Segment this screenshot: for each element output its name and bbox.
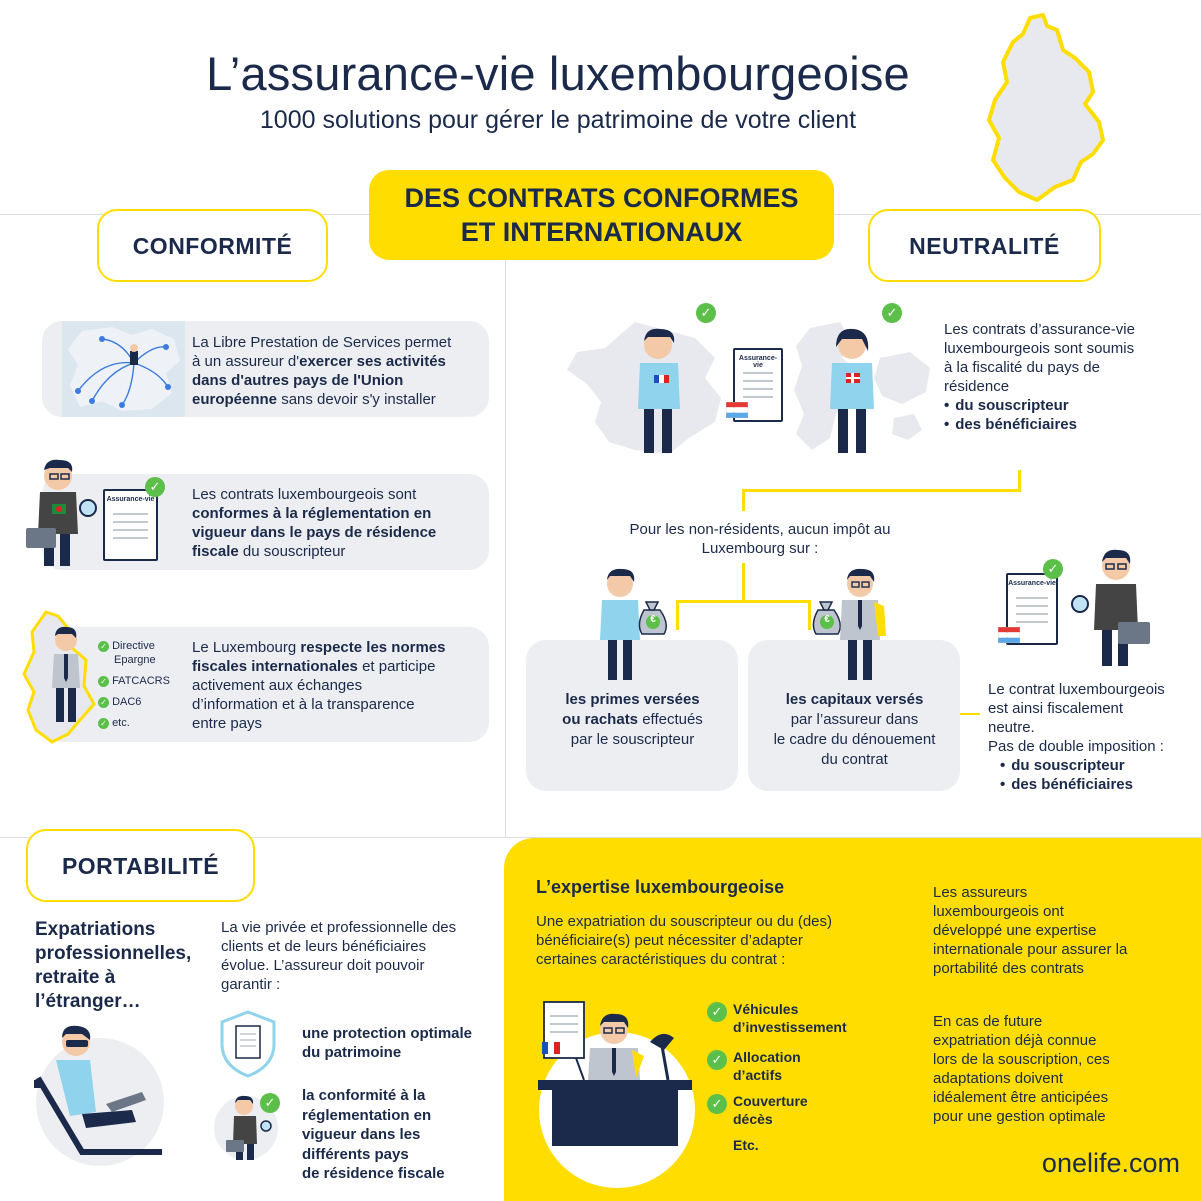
expertise-intro-text: Une expatriation du souscripteur ou du (des) bénéficiaire(s) peut nécessiter d’adapter certaines caractéristiques du contrat : [536,913,833,968]
connector-line [1018,470,1021,491]
connector-line [742,489,745,511]
check-icon: ✓ [882,303,902,323]
checklist: ✓ Directive Epargne ✓ FATCACRS ✓ DAC6 ✓ etc. [98,639,193,730]
relaxing-man-on-deckchair-icon [22,1020,167,1170]
french-person-icon [636,325,690,455]
portabilite-intro-text: La vie privée et professionnelle des clients et de leurs bénéficiaires évolue. L’assureur doit pouvoir garantir : [221,919,457,993]
expertise-right-text-1: Les assureurs luxembourgeois ont développé une expertise internationale pour assurer la portabilité des contrats [933,884,1128,977]
check-icon: ✓ [696,303,716,323]
check-icon: ✓ [707,1094,727,1114]
expertise-right-text-2: En cas de future expatriation déjà connue lors de la souscription, ces adaptations doivent idéalement être anticipées pour une gestion optimale [933,1013,1110,1125]
neutral-contract-text: Le contrat luxembourgeois est ainsi fiscalement neutre. Pas de double imposition : • du souscripteur • des bénéficiaires [988,680,1198,794]
section-heading-neutralite: NEUTRALITÉ [868,209,1101,282]
luxembourg-map-icon [985,12,1115,207]
check-icon: ✓ [98,676,109,687]
luxembourg-man-icon [18,608,98,748]
check-icon: ✓ [707,1050,727,1070]
contract-document-icon: Assurance-vie [103,489,158,561]
check-icon: ✓ [145,477,165,497]
person-with-money-bag-icon [598,566,670,682]
section-heading-portabilite: PORTABILITÉ [26,829,255,902]
check-icon: ✓ [98,697,109,708]
page-subtitle: 1000 solutions pour gérer le patrimoine de votre client [259,106,857,134]
list-item: ✓ Couverture décès [707,1092,867,1128]
banner-line-2: ET INTERNATIONAUX [460,217,743,247]
list-item: ✓ Véhicules d’investissement [707,1000,867,1036]
check-icon: ✓ [1043,559,1063,579]
section-heading-conformite: CONFORMITÉ [97,209,328,282]
expertise-heading: L’expertise luxembourgeoise [536,877,785,897]
check-icon: ✓ [98,718,109,729]
connector-line [676,600,810,603]
europe-map-icon [62,321,185,417]
portabilite-tagline: Expatriations professionnelles, retraite à l’étranger… [35,919,192,1012]
businessman-with-briefcase-icon [22,456,104,568]
card-conformite-reglementation-text: Les contrats luxembourgeois sont conformes à la réglementation en vigueur dans le pays de résidence fiscale du souscripteur [192,486,437,560]
expertise-list: ✓ Véhicules d’investissement ✓ Allocation d’actifs ✓ Couverture décès Etc. [707,1000,867,1154]
protection-item-text: une protection optimale du patrimoine [302,1025,473,1061]
euro-symbol: € [824,614,830,625]
check-icon: ✓ [707,1002,727,1022]
check-icon: ✓ [98,641,109,652]
card-primes-versees-text: les primes versées ou rachats effectués par le souscripteur [562,691,703,748]
compliance-item-text: la conformité à la réglementation en vigueur dans les différents pays de résidence fiscale [302,1087,445,1182]
connector-line [960,713,980,715]
luxembourg-flag-icon [726,402,748,418]
check-icon: ✓ [260,1093,280,1113]
card-libre-prestation-text: La Libre Prestation de Services permet à un assureur d'exercer ses activités dans d'autres pays de l'Union européenne sans devoir s'y installer [192,334,452,408]
luxembourg-flag-icon [998,627,1020,643]
main-banner [369,170,834,260]
contract-document-icon: Assurance-vie [733,348,783,422]
neutral-bullets: • du souscripteur • des bénéficiaires [988,756,1198,794]
businessman-with-magnifier-icon [1070,546,1160,670]
non-residents-text: Pour les non-résidents, aucun impôt au Luxembourg sur : [629,521,891,557]
danish-person-icon [826,325,880,455]
connector-line [808,600,811,630]
card-capitaux-verses-text: les capitaux versés par l’assureur dans le cadre du dénouement du contrat [773,691,936,768]
connector-line [676,600,679,630]
neutralite-intro-text: Les contrats d’assurance-vie luxembourgeois sont soumis à la fiscalité du pays de résidence • du souscripteur • des bénéficiaires [944,320,1184,434]
card-normes-fiscales-text: Le Luxembourg respecte les normes fiscales internationales et participe activement aux échanges d’information et à la transparence entre pays [192,639,446,732]
connector-line [742,563,745,601]
protection-shield-icon [218,1010,278,1078]
divider-middle [505,260,506,838]
contract-document-icon: Assurance-vie [1006,573,1058,645]
website-link[interactable]: onelife.com [1041,1148,1180,1178]
banner-line-1: DES CONTRATS CONFORMES [404,183,799,213]
list-item: ✓ Allocation d’actifs [707,1048,867,1084]
euro-symbol: € [650,614,656,625]
connector-line [742,489,1021,492]
neutralite-intro-bullets: • du souscripteur • des bénéficiaires [944,396,1184,434]
expert-at-desk-icon [532,998,702,1188]
page-title: L’assurance-vie luxembourgeoise [206,47,910,100]
